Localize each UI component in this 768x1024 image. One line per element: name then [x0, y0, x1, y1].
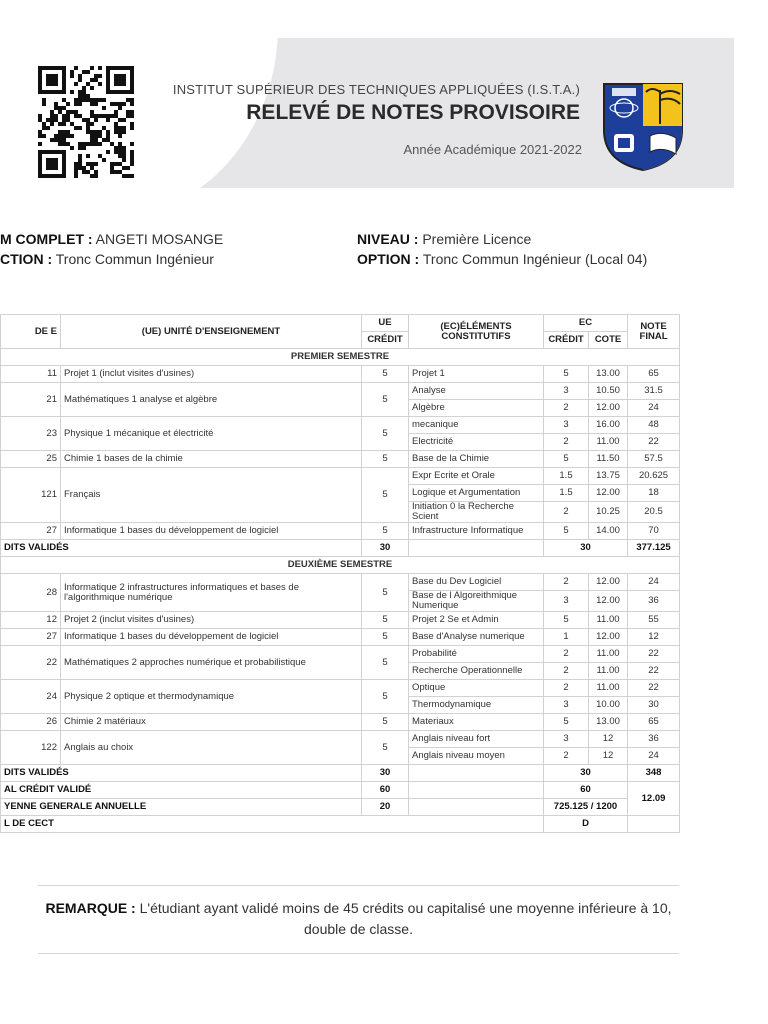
table-row	[1, 417, 680, 434]
header-code: DE E	[1, 315, 61, 349]
ec-cote: 11.50	[589, 451, 628, 468]
ec-credit: 3	[544, 591, 589, 612]
ec-cote: 16.00	[589, 417, 628, 434]
ec-final: 70	[628, 523, 680, 540]
ue-code: 121	[1, 468, 61, 523]
ec-final: 57.5	[628, 451, 680, 468]
student-section-label: CTION :	[0, 251, 53, 267]
ue-credit: 5	[362, 731, 409, 765]
header-ec-credit: CRÉDIT	[544, 332, 589, 349]
ue-credit: 5	[362, 680, 409, 714]
ec-credit: 2	[544, 748, 589, 765]
divider-bottom	[38, 953, 679, 954]
ue-credit: 5	[362, 629, 409, 646]
ue-name: Chimie 1 bases de la chimie	[61, 451, 362, 468]
grade-row	[1, 816, 680, 833]
semester-title: PREMIER SEMESTRE	[1, 349, 680, 366]
remark-text: L'étudiant ayant validé moins de 45 crédits ou capitalisé une moyenne inférieure à 10, double de classe.	[139, 900, 672, 937]
ue-name: Mathématiques 1 analyse et algèbre	[61, 383, 362, 417]
semester-title-row	[1, 557, 680, 574]
ue-code: 27	[1, 629, 61, 646]
ec-cote: 12	[589, 748, 628, 765]
ec-credit: 2	[544, 502, 589, 523]
ec-final: 20.625	[628, 468, 680, 485]
ue-name: Mathématiques 2 approches numérique et probabilistique	[61, 646, 362, 680]
student-section-line	[0, 251, 214, 267]
ue-name: Informatique 1 bases du développement de logiciel	[61, 523, 362, 540]
table-row	[1, 646, 680, 663]
ec-cote: 13.75	[589, 468, 628, 485]
table-row	[1, 366, 680, 383]
ec-name: Projet 1	[409, 366, 544, 383]
ue-name: Anglais au choix	[61, 731, 362, 765]
ec-final: 36	[628, 731, 680, 748]
table-row	[1, 714, 680, 731]
ec-final: 22	[628, 663, 680, 680]
ec-name: Materiaux	[409, 714, 544, 731]
header-ue-group: UE	[362, 315, 409, 332]
header-ue-name: (UE) UNITÉ D'ENSEIGNEMENT	[61, 315, 362, 349]
average-final: 12.09	[628, 782, 680, 816]
ue-code: 26	[1, 714, 61, 731]
table-row	[1, 731, 680, 748]
ue-name: Informatique 1 bases du développement de logiciel	[61, 629, 362, 646]
semester-total-label: DITS VALIDÉS	[1, 765, 362, 782]
ec-final: 65	[628, 366, 680, 383]
ec-name: Optique	[409, 680, 544, 697]
ue-credit: 5	[362, 714, 409, 731]
semester-total-ue: 30	[362, 765, 409, 782]
semester-total-final: 348	[628, 765, 680, 782]
ue-name: Français	[61, 468, 362, 523]
ec-final: 55	[628, 612, 680, 629]
grade-value: D	[544, 816, 628, 833]
semester-total-ue: 30	[362, 540, 409, 557]
ue-code: 25	[1, 451, 61, 468]
total-credit-label: AL CRÉDIT VALIDÉ	[1, 782, 362, 799]
semester-total-label: DITS VALIDÉS	[1, 540, 362, 557]
student-name-value: ANGETI MOSANGE	[95, 231, 224, 247]
semester-total-row	[1, 765, 680, 782]
total-credit-row	[1, 782, 680, 799]
ec-final: 36	[628, 591, 680, 612]
ec-credit: 3	[544, 697, 589, 714]
total-credit-ec: 60	[544, 782, 628, 799]
ue-code: 24	[1, 680, 61, 714]
ue-code: 22	[1, 646, 61, 680]
ec-name: Anglais niveau moyen	[409, 748, 544, 765]
table-row	[1, 680, 680, 697]
ec-name: mecanique	[409, 417, 544, 434]
grades-table	[0, 314, 680, 833]
student-option-line	[357, 251, 647, 267]
ec-credit: 2	[544, 646, 589, 663]
ue-credit: 5	[362, 417, 409, 451]
ec-final: 48	[628, 417, 680, 434]
ue-name: Projet 2 (inclut visites d'usines)	[61, 612, 362, 629]
ec-final: 18	[628, 485, 680, 502]
table-row	[1, 468, 680, 485]
ec-cote: 10.50	[589, 383, 628, 400]
semester-total-ec: 30	[544, 540, 628, 557]
ec-credit: 3	[544, 731, 589, 748]
student-option-label: OPTION :	[357, 251, 420, 267]
student-level-label: NIVEAU :	[357, 231, 419, 247]
ec-cote: 11.00	[589, 434, 628, 451]
semester-title-row	[1, 349, 680, 366]
ue-name: Physique 1 mécanique et électricité	[61, 417, 362, 451]
student-name-label: M COMPLET :	[0, 231, 93, 247]
ec-final: 20.5	[628, 502, 680, 523]
semester-total-empty	[409, 765, 544, 782]
ec-name: Expr Ecrite et Orale	[409, 468, 544, 485]
remark-block	[38, 898, 679, 940]
ec-name: Probabilité	[409, 646, 544, 663]
ec-credit: 5	[544, 612, 589, 629]
ec-credit: 1	[544, 629, 589, 646]
grade-empty	[628, 816, 680, 833]
ec-name: Base d'Analyse numerique	[409, 629, 544, 646]
semester-total-final: 377.125	[628, 540, 680, 557]
ue-code: 28	[1, 574, 61, 612]
ec-credit: 2	[544, 680, 589, 697]
student-level-value: Première Licence	[422, 231, 532, 247]
institute-name: INSTITUT SUPÉRIEUR DES TECHNIQUES APPLIQUÉES (I.S.T.A.)	[172, 82, 580, 97]
ue-code: 27	[1, 523, 61, 540]
ue-credit: 5	[362, 366, 409, 383]
ue-name: Chimie 2 matériaux	[61, 714, 362, 731]
grades-body	[1, 349, 680, 833]
ue-credit: 5	[362, 383, 409, 417]
ue-code: 12	[1, 612, 61, 629]
ec-credit: 3	[544, 383, 589, 400]
ec-credit: 5	[544, 366, 589, 383]
academic-year: Année Académique 2021-2022	[403, 142, 582, 157]
ec-credit: 2	[544, 574, 589, 591]
ec-final: 24	[628, 574, 680, 591]
ec-final: 24	[628, 400, 680, 417]
ec-name: Infrastructure Informatique	[409, 523, 544, 540]
ec-cote: 10.00	[589, 697, 628, 714]
student-level-line	[357, 231, 531, 247]
document-title: RELEVÉ DE NOTES PROVISOIRE	[246, 101, 580, 124]
table-row	[1, 612, 680, 629]
institute-crest-icon	[600, 80, 686, 172]
ue-name: Projet 1 (inclut visites d'usines)	[61, 366, 362, 383]
table-row	[1, 523, 680, 540]
average-ue: 20	[362, 799, 409, 816]
ec-name: Base du Dev Logiciel	[409, 574, 544, 591]
ec-final: 22	[628, 680, 680, 697]
table-row	[1, 574, 680, 591]
ue-credit: 5	[362, 574, 409, 612]
ec-cote: 13.00	[589, 366, 628, 383]
table-row	[1, 383, 680, 400]
ue-credit: 5	[362, 646, 409, 680]
ec-cote: 12.00	[589, 485, 628, 502]
ec-final: 30	[628, 697, 680, 714]
ec-name: Logique et Argumentation	[409, 485, 544, 502]
ec-final: 31.5	[628, 383, 680, 400]
ec-credit: 5	[544, 523, 589, 540]
ue-credit: 5	[362, 451, 409, 468]
ec-final: 24	[628, 748, 680, 765]
ec-name: Projet 2 Se et Admin	[409, 612, 544, 629]
table-row	[1, 451, 680, 468]
ec-cote: 13.00	[589, 714, 628, 731]
ue-name: Physique 2 optique et thermodynamique	[61, 680, 362, 714]
ec-credit: 1.5	[544, 468, 589, 485]
ec-credit: 3	[544, 417, 589, 434]
ec-name: Base de l Algoreithmique Numerique	[409, 591, 544, 612]
qr-code-icon	[38, 66, 134, 180]
header-final: NOTE FINAL	[628, 315, 680, 349]
ec-final: 22	[628, 434, 680, 451]
divider-top	[38, 885, 679, 886]
ec-cote: 14.00	[589, 523, 628, 540]
ec-cote: 12.00	[589, 591, 628, 612]
ue-code: 122	[1, 731, 61, 765]
ec-name: Recherche Operationnelle	[409, 663, 544, 680]
ec-credit: 5	[544, 714, 589, 731]
ec-final: 12	[628, 629, 680, 646]
ue-credit: 5	[362, 468, 409, 523]
student-name-line	[0, 231, 223, 247]
ec-cote: 11.00	[589, 646, 628, 663]
ue-credit: 5	[362, 523, 409, 540]
header-ec-name: (EC)ÉLÉMENTS CONSTITUTIFS	[409, 315, 544, 349]
ec-cote: 12	[589, 731, 628, 748]
ec-credit: 1.5	[544, 485, 589, 502]
grade-label: L DE CECT	[1, 816, 544, 833]
header-ec-cote: COTE	[589, 332, 628, 349]
ec-name: Thermodynamique	[409, 697, 544, 714]
ec-cote: 11.00	[589, 680, 628, 697]
total-credit-empty	[409, 782, 544, 799]
ec-cote: 11.00	[589, 663, 628, 680]
ue-code: 21	[1, 383, 61, 417]
ec-cote: 12.00	[589, 629, 628, 646]
ec-cote: 12.00	[589, 400, 628, 417]
ec-name: Algèbre	[409, 400, 544, 417]
semester-total-empty	[409, 540, 544, 557]
semester-title: DEUXIÈME SEMESTRE	[1, 557, 680, 574]
ue-credit: 5	[362, 612, 409, 629]
average-label: YENNE GENERALE ANNUELLE	[1, 799, 362, 816]
student-section-value: Tronc Commun Ingénieur	[55, 251, 214, 267]
average-ec: 725.125 / 1200	[544, 799, 628, 816]
ec-final: 65	[628, 714, 680, 731]
ue-code: 11	[1, 366, 61, 383]
semester-total-ec: 30	[544, 765, 628, 782]
ec-credit: 2	[544, 400, 589, 417]
ec-cote: 11.00	[589, 612, 628, 629]
ec-credit: 2	[544, 434, 589, 451]
average-row	[1, 799, 680, 816]
total-credit-ue: 60	[362, 782, 409, 799]
ec-name: Anglais niveau fort	[409, 731, 544, 748]
ec-cote: 12.00	[589, 574, 628, 591]
table-row	[1, 629, 680, 646]
header-ue-credit: CRÉDIT	[362, 332, 409, 349]
semester-total-row	[1, 540, 680, 557]
student-option-value: Tronc Commun Ingénieur (Local 04)	[422, 251, 648, 267]
average-empty	[409, 799, 544, 816]
ec-credit: 5	[544, 451, 589, 468]
header-ec-group: EC	[544, 315, 628, 332]
ue-name: Informatique 2 infrastructures informatiques et bases de l'algorithmique numérique	[61, 574, 362, 612]
ec-cote: 10.25	[589, 502, 628, 523]
ue-code: 23	[1, 417, 61, 451]
ec-credit: 2	[544, 663, 589, 680]
remark-label: REMARQUE :	[45, 900, 136, 916]
ec-name: Analyse	[409, 383, 544, 400]
ec-name: Base de la Chimie	[409, 451, 544, 468]
ec-name: Electricité	[409, 434, 544, 451]
ec-final: 22	[628, 646, 680, 663]
ec-name: Initiation 0 la Recherche Scient	[409, 502, 544, 523]
